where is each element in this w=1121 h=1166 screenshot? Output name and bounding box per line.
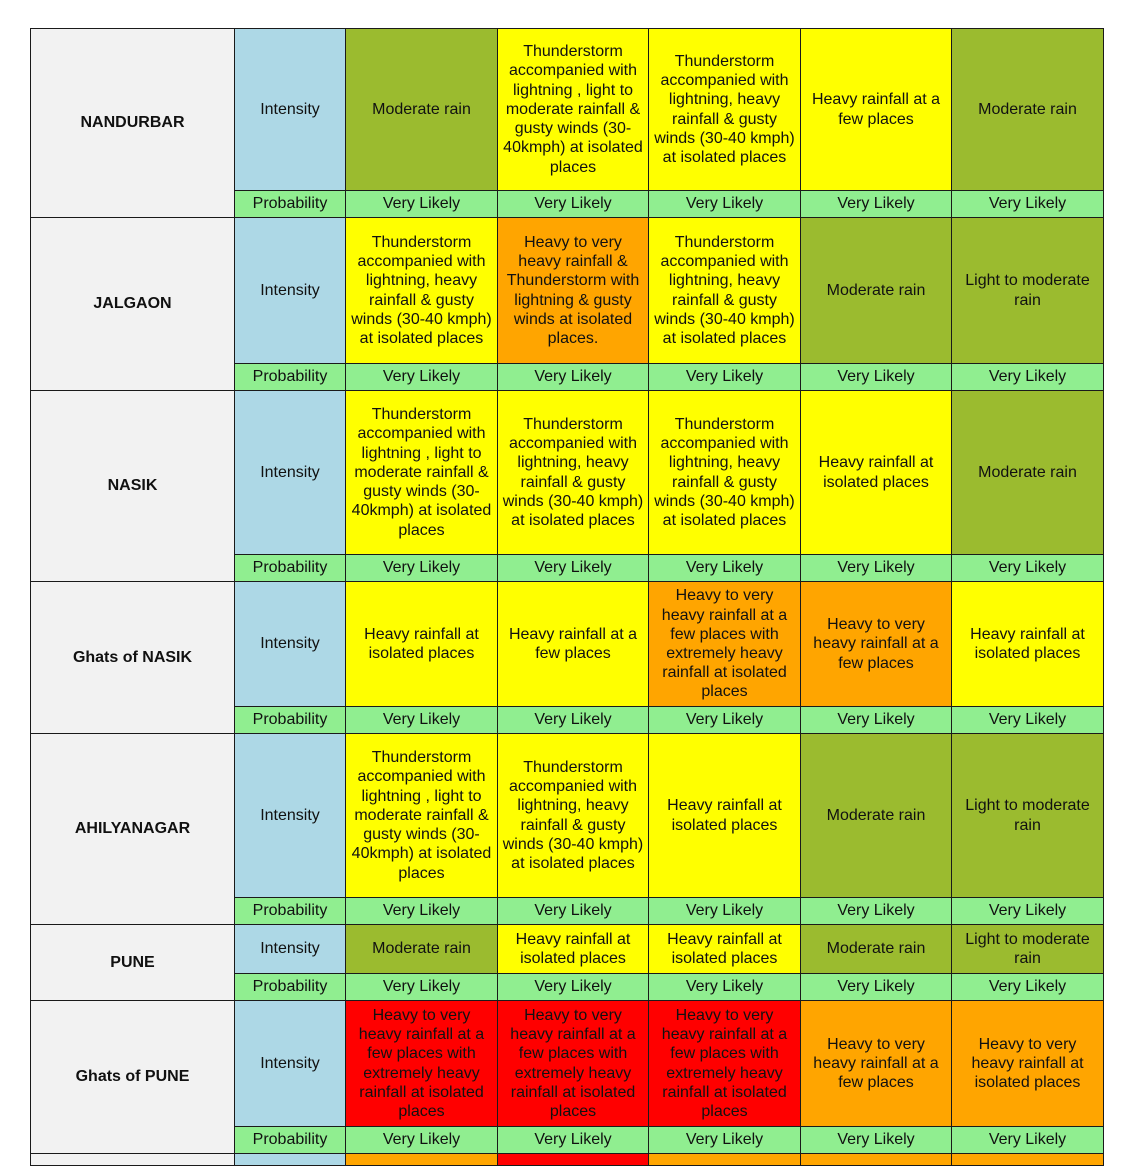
intensity-cell: Moderate rain	[801, 734, 952, 898]
intensity-label: Intensity	[235, 1001, 346, 1127]
intensity-cell: Thunderstorm accompanied with lightning, heavy rainfall & gusty winds (30-40 kmph) at isolated places	[498, 391, 649, 555]
intensity-cell: Moderate rain	[801, 218, 952, 364]
intensity-row	[31, 29, 1104, 191]
district-name: Ghats of NASIK	[31, 582, 235, 734]
intensity-cell: Heavy to very heavy rainfall & Thunderstorm with lightning & gusty winds at isolated places.	[498, 218, 649, 364]
probability-cell: Very Likely	[952, 1127, 1104, 1154]
probability-cell: Very Likely	[801, 364, 952, 391]
intensity-cell: Heavy to very heavy rainfall at a few places with extremely heavy rainfall at isolated places	[649, 582, 801, 707]
probability-label: Probability	[235, 364, 346, 391]
probability-cell: Very Likely	[346, 974, 498, 1001]
intensity-cell: Heavy rainfall at isolated places	[952, 582, 1104, 707]
district-name: NASIK	[31, 391, 235, 582]
intensity-cell: Thunderstorm accompanied with lightning , light to moderate rainfall & gusty winds (30-40kmph) at isolated places	[346, 734, 498, 898]
probability-cell: Very Likely	[649, 707, 801, 734]
intensity-label: Intensity	[235, 218, 346, 364]
intensity-row	[31, 582, 1104, 707]
intensity-cell: Heavy rainfall at a few places	[498, 582, 649, 707]
probability-cell: Very Likely	[952, 974, 1104, 1001]
probability-cell: Very Likely	[498, 974, 649, 1001]
probability-cell: Very Likely	[952, 364, 1104, 391]
intensity-cell: Thunderstorm accompanied with lightning, heavy rainfall & gusty winds (30-40 kmph) at isolated places	[649, 391, 801, 555]
intensity-label: Intensity	[235, 734, 346, 898]
intensity-cell: Thunderstorm accompanied with lightning, heavy rainfall & gusty winds (30-40 kmph) at isolated places	[498, 734, 649, 898]
probability-cell: Very Likely	[498, 898, 649, 925]
probability-cell: Very Likely	[498, 555, 649, 582]
intensity-cell: Heavy rainfall at isolated places	[649, 925, 801, 974]
intensity-cell: Thunderstorm accompanied with lightning , light to moderate rainfall & gusty winds (30-40kmph) at isolated places	[346, 391, 498, 555]
probability-cell: Very Likely	[649, 898, 801, 925]
district-forecast-table	[30, 28, 1104, 1166]
intensity-cell: Moderate rain	[346, 925, 498, 974]
probability-cell: Very Likely	[498, 191, 649, 218]
probability-cell: Very Likely	[346, 555, 498, 582]
district-name: Ghats of PUNE	[31, 1001, 235, 1154]
forecast-sheet	[30, 28, 1103, 1166]
intensity-label: Intensity	[235, 29, 346, 191]
probability-label: Probability	[235, 555, 346, 582]
intensity-row	[31, 1001, 1104, 1127]
intensity-cell: Heavy to very heavy rainfall at a few places with extremely heavy rainfall at isolated places	[498, 1001, 649, 1127]
district-name: AHILYANAGAR	[31, 734, 235, 925]
intensity-label: Intensity	[235, 582, 346, 707]
partial-cell	[498, 1154, 649, 1166]
probability-cell: Very Likely	[498, 1127, 649, 1154]
probability-label: Probability	[235, 898, 346, 925]
probability-cell: Very Likely	[952, 707, 1104, 734]
partial-cell	[346, 1154, 498, 1166]
probability-cell: Very Likely	[346, 898, 498, 925]
probability-cell: Very Likely	[801, 707, 952, 734]
intensity-row	[31, 218, 1104, 364]
intensity-cell: Thunderstorm accompanied with lightning, heavy rainfall & gusty winds (30-40 kmph) at isolated places	[649, 218, 801, 364]
probability-cell: Very Likely	[801, 555, 952, 582]
intensity-cell: Heavy to very heavy rainfall at a few places	[801, 1001, 952, 1127]
probability-cell: Very Likely	[649, 555, 801, 582]
intensity-cell: Heavy rainfall at isolated places	[498, 925, 649, 974]
probability-cell: Very Likely	[346, 707, 498, 734]
probability-cell: Very Likely	[649, 1127, 801, 1154]
district-name: NANDURBAR	[31, 29, 235, 218]
intensity-label: Intensity	[235, 925, 346, 974]
probability-cell: Very Likely	[649, 364, 801, 391]
intensity-cell: Moderate rain	[801, 925, 952, 974]
intensity-cell: Thunderstorm accompanied with lightning, heavy rainfall & gusty winds (30-40 kmph) at isolated places	[649, 29, 801, 191]
intensity-cell: Heavy to very heavy rainfall at a few places	[801, 582, 952, 707]
probability-label: Probability	[235, 707, 346, 734]
probability-label: Probability	[235, 1127, 346, 1154]
intensity-cell: Heavy rainfall at a few places	[801, 29, 952, 191]
probability-cell: Very Likely	[649, 974, 801, 1001]
intensity-cell: Heavy rainfall at isolated places	[801, 391, 952, 555]
probability-cell: Very Likely	[346, 364, 498, 391]
probability-label: Probability	[235, 191, 346, 218]
intensity-cell: Heavy to very heavy rainfall at a few places with extremely heavy rainfall at isolated places	[346, 1001, 498, 1127]
probability-cell: Very Likely	[801, 974, 952, 1001]
intensity-cell: Thunderstorm accompanied with lightning, heavy rainfall & gusty winds (30-40 kmph) at isolated places	[346, 218, 498, 364]
intensity-cell: Moderate rain	[952, 391, 1104, 555]
probability-cell: Very Likely	[346, 1127, 498, 1154]
probability-cell: Very Likely	[498, 707, 649, 734]
intensity-cell: Heavy to very heavy rainfall at a few places with extremely heavy rainfall at isolated places	[649, 1001, 801, 1127]
district-name: JALGAON	[31, 218, 235, 391]
intensity-cell: Heavy rainfall at isolated places	[649, 734, 801, 898]
probability-cell: Very Likely	[952, 898, 1104, 925]
probability-cell: Very Likely	[498, 364, 649, 391]
partial-cell	[649, 1154, 801, 1166]
probability-cell: Very Likely	[346, 191, 498, 218]
intensity-row	[31, 925, 1104, 974]
partial-cell	[31, 1154, 235, 1166]
probability-cell: Very Likely	[649, 191, 801, 218]
partial-cell	[801, 1154, 952, 1166]
probability-cell: Very Likely	[801, 898, 952, 925]
intensity-cell: Light to moderate rain	[952, 734, 1104, 898]
intensity-row	[31, 734, 1104, 898]
intensity-label: Intensity	[235, 391, 346, 555]
intensity-cell: Thunderstorm accompanied with lightning , light to moderate rainfall & gusty winds (30-40kmph) at isolated places	[498, 29, 649, 191]
partial-cell	[952, 1154, 1104, 1166]
next-district-row-partial	[31, 1154, 1104, 1166]
intensity-row	[31, 391, 1104, 555]
probability-cell: Very Likely	[952, 191, 1104, 218]
intensity-cell: Light to moderate rain	[952, 925, 1104, 974]
intensity-cell: Heavy rainfall at isolated places	[346, 582, 498, 707]
probability-cell: Very Likely	[952, 555, 1104, 582]
intensity-cell: Heavy to very heavy rainfall at isolated places	[952, 1001, 1104, 1127]
intensity-cell: Moderate rain	[346, 29, 498, 191]
intensity-cell: Moderate rain	[952, 29, 1104, 191]
probability-cell: Very Likely	[801, 1127, 952, 1154]
probability-cell: Very Likely	[801, 191, 952, 218]
partial-cell	[235, 1154, 346, 1166]
intensity-cell: Light to moderate rain	[952, 218, 1104, 364]
probability-label: Probability	[235, 974, 346, 1001]
district-name: PUNE	[31, 925, 235, 1001]
